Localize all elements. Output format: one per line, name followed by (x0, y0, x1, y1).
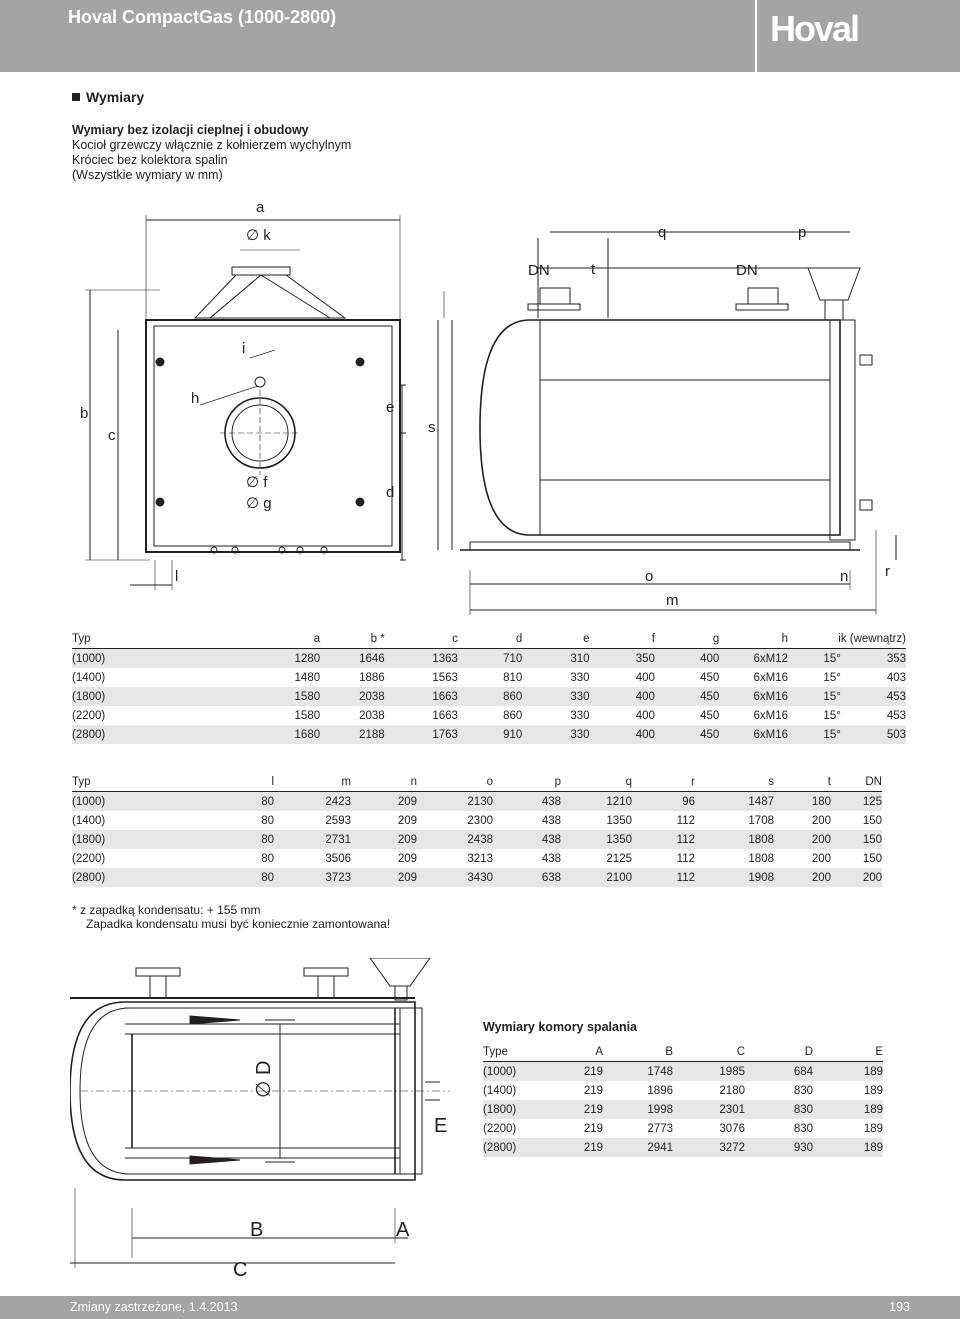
table-cell: 350 (590, 649, 655, 669)
table-cell: 15° (788, 649, 841, 669)
table-row (72, 649, 906, 669)
table-cell: 15° (788, 725, 841, 744)
table-cell: 6xM16 (753, 671, 789, 684)
table-row (483, 1119, 883, 1138)
table-header-cell: E (875, 1046, 883, 1058)
table-cell: (1400) (483, 1084, 517, 1097)
dim-h-label: h (191, 390, 200, 407)
table-cell: 2100 (561, 868, 632, 887)
table-cell: 150 (831, 830, 882, 849)
footnote (72, 903, 390, 931)
dim-D-label: ∅ D (253, 1060, 275, 1098)
table-cell: 1886 (359, 671, 385, 684)
table-cell: 810 (503, 671, 523, 684)
table-cell: 2180 (719, 1084, 745, 1097)
table-cell: 830 (793, 1084, 813, 1097)
table-cell: 1808 (748, 852, 774, 865)
table-cell: 438 (541, 814, 561, 827)
table-row (72, 792, 882, 812)
dim-f-label: ∅ f (246, 474, 268, 491)
dim-q-label: q (658, 224, 667, 241)
table-cell: 1708 (748, 814, 774, 827)
table-header-cell: s (768, 776, 774, 788)
table-cell: 1280 (199, 649, 321, 669)
table-cell: (2800) (72, 725, 199, 744)
table-cell: 2301 (673, 1100, 745, 1119)
dim-m-label: m (666, 592, 679, 609)
dim-c-label: c (108, 427, 116, 444)
table-cell: 80 (261, 852, 274, 865)
table-cell: 1580 (199, 687, 321, 706)
table-cell: 2941 (603, 1138, 673, 1157)
table-cell: (2200) (72, 852, 106, 865)
page-header (0, 0, 960, 72)
table-cell: 3076 (719, 1122, 745, 1135)
table-row (72, 830, 882, 849)
table-header-cell: h (781, 633, 789, 645)
table-cell: 80 (261, 814, 274, 827)
table-header-cell: c (452, 633, 458, 645)
table-header-cell: A (595, 1046, 603, 1058)
table-header-cell: p (554, 776, 561, 788)
table-cell: 125 (831, 792, 882, 812)
table-cell: 330 (570, 709, 590, 722)
header-divider (755, 0, 757, 72)
table-cell: 400 (635, 709, 655, 722)
table-cell: 1350 (561, 830, 632, 849)
table-cell: 330 (570, 671, 590, 684)
dim-g-label: ∅ g (246, 495, 272, 512)
table-cell: 1808 (695, 830, 774, 849)
dim-t-label: t (591, 261, 596, 278)
table-row (72, 849, 882, 868)
table-cell: 438 (493, 830, 561, 849)
dimensions-table-1 (72, 630, 906, 744)
intro-line-1: Wymiary bez izolacji cieplnej i obudowy (72, 123, 309, 137)
table-cell: 353 (841, 649, 906, 669)
section-heading-text: Wymiary (86, 89, 145, 105)
table-header-row (72, 773, 882, 792)
dim-dn-right-label: DN (736, 262, 758, 279)
table-cell: 400 (635, 671, 655, 684)
table-cell: 830 (745, 1100, 813, 1119)
product-title: Hoval CompactGas (1000-2800) (68, 7, 337, 27)
table-row (483, 1062, 883, 1082)
table-cell: 1563 (432, 671, 458, 684)
table-cell: 209 (397, 814, 417, 827)
table-header-row (483, 1043, 883, 1062)
intro-line-4: (Wszystkie wymiary w mm) (72, 168, 223, 182)
table-row (483, 1100, 883, 1119)
table-cell: 503 (841, 725, 906, 744)
table-cell: 219 (549, 1138, 603, 1157)
table-header-cell: m (341, 776, 351, 788)
table-header-cell: l (271, 776, 274, 788)
page-number: 193 (889, 1300, 910, 1314)
dim-n-label: n (840, 568, 849, 585)
table-header-cell: e (583, 633, 590, 645)
table-header-cell: C (736, 1046, 745, 1058)
table-header-cell: b * (370, 633, 385, 645)
table-header-cell: t (827, 776, 831, 788)
table-cell: 930 (745, 1138, 813, 1157)
dim-a-label: a (256, 199, 265, 216)
table-cell: 403 (886, 671, 906, 684)
table-cell: 1350 (606, 814, 632, 827)
table-header-cell: r (691, 776, 695, 788)
boiler-dimension-drawing (60, 190, 920, 620)
dim-d-label: d (386, 484, 395, 501)
table-cell: 2773 (647, 1122, 673, 1135)
table-cell: (2800) (483, 1138, 549, 1157)
combustion-table (483, 1043, 883, 1157)
table-cell: 15° (823, 709, 841, 722)
table-cell: 2125 (606, 852, 632, 865)
table-cell: 3272 (673, 1138, 745, 1157)
table-header-cell: f (651, 633, 655, 645)
dim-A-label: A (396, 1219, 410, 1241)
table-header-cell: Typ (72, 633, 91, 645)
combustion-chamber-drawing (70, 958, 470, 1283)
table-cell: 330 (522, 725, 589, 744)
table-cell: 1763 (385, 725, 458, 744)
table-header-cell: Typ (72, 776, 91, 788)
table-row (483, 1081, 883, 1100)
table-cell: 2130 (417, 792, 493, 812)
table-cell: 1487 (695, 792, 774, 812)
table-cell: 2731 (274, 830, 351, 849)
table-cell: (1800) (72, 687, 199, 706)
dim-b-label: b (80, 405, 89, 422)
table-cell: 209 (351, 792, 417, 812)
table-cell: (1000) (72, 649, 199, 669)
section-heading (72, 89, 144, 105)
table-row (72, 811, 882, 830)
table-cell: 189 (863, 1122, 883, 1135)
table-cell: 209 (351, 868, 417, 887)
table-cell: 1580 (294, 709, 321, 722)
table-header-cell: Type (483, 1046, 508, 1058)
table-cell: 200 (831, 868, 882, 887)
table-header-cell: k (wewnątrz) (840, 633, 906, 645)
dim-l-label: l (175, 568, 179, 585)
table-cell: 450 (700, 671, 720, 684)
table-cell: (1000) (72, 792, 192, 812)
table-cell: 189 (863, 1084, 883, 1097)
table-cell: 910 (458, 725, 522, 744)
table-cell: 830 (793, 1122, 813, 1135)
table-cell: 1480 (294, 671, 321, 684)
table-cell: 219 (549, 1100, 603, 1119)
table-cell: 2038 (359, 709, 385, 722)
table-cell: 3430 (417, 868, 493, 887)
table-cell: 2038 (320, 687, 385, 706)
table-cell: 1998 (603, 1100, 673, 1119)
table-cell: 80 (192, 792, 274, 812)
table-cell: 219 (549, 1062, 603, 1082)
table-header-cell: g (712, 633, 720, 645)
table-cell: 3723 (274, 868, 351, 887)
dimensions-table-2 (72, 773, 882, 887)
square-bullet-icon (72, 93, 80, 101)
table-cell: 860 (458, 687, 522, 706)
table-cell: 200 (811, 852, 831, 865)
table-cell: 189 (813, 1062, 883, 1082)
table-cell: 112 (676, 852, 695, 865)
dim-r-label: r (885, 563, 890, 580)
table-header-cell: DN (865, 776, 882, 788)
table-row (72, 868, 882, 887)
table-cell: 310 (522, 649, 589, 669)
table-cell: 1646 (320, 649, 385, 669)
table-header-row (72, 630, 906, 649)
table-cell: (2200) (483, 1122, 517, 1135)
table-cell: 150 (862, 814, 882, 827)
table-header-cell: i (838, 633, 841, 645)
table-cell: (1800) (72, 830, 192, 849)
dim-E-label: E (434, 1115, 448, 1137)
table-cell: 80 (192, 830, 274, 849)
table-cell: 6xM16 (719, 725, 788, 744)
table-header-cell: q (625, 776, 632, 788)
dim-e-label: e (386, 399, 395, 416)
table-cell: 219 (583, 1122, 603, 1135)
table-cell: 180 (774, 792, 831, 812)
table-cell: 1363 (385, 649, 458, 669)
table-cell: 209 (351, 830, 417, 849)
table-header-cell: d (515, 633, 523, 645)
table-cell: 860 (503, 709, 523, 722)
table-cell: 209 (397, 852, 417, 865)
dim-k-label: ∅ k (246, 227, 271, 244)
table-cell: 450 (655, 725, 719, 744)
table-cell: 96 (632, 792, 695, 812)
table-cell: 2188 (320, 725, 385, 744)
table-cell: 1748 (603, 1062, 673, 1082)
table-cell: (1400) (72, 814, 106, 827)
table-cell: 112 (632, 830, 695, 849)
table-cell: 6xM16 (719, 687, 788, 706)
table-cell: 2300 (467, 814, 493, 827)
dim-p-label: p (798, 224, 807, 241)
table-cell: 710 (458, 649, 522, 669)
intro-text (72, 123, 351, 183)
table-cell: 2423 (274, 792, 351, 812)
table-cell: (2800) (72, 868, 192, 887)
table-cell: (1400) (72, 671, 106, 684)
table-cell: 2438 (417, 830, 493, 849)
table-header-cell: a (313, 633, 321, 645)
table-cell: 1663 (432, 709, 458, 722)
table-cell: 1210 (561, 792, 632, 812)
table-header-cell: o (486, 776, 493, 788)
table-cell: 638 (493, 868, 561, 887)
table-cell: 15° (823, 671, 841, 684)
table-cell: 684 (745, 1062, 813, 1082)
table-cell: 1663 (385, 687, 458, 706)
table-cell: (2200) (72, 709, 106, 722)
table-cell: 80 (192, 868, 274, 887)
table-cell: 6xM12 (719, 649, 788, 669)
table-row (72, 725, 906, 744)
page-footer (0, 1296, 960, 1319)
table-cell: 450 (655, 687, 719, 706)
table-cell: 1680 (199, 725, 321, 744)
brand-logo: Hoval (770, 8, 859, 49)
table-cell: 200 (774, 830, 831, 849)
dim-B-label: B (250, 1219, 264, 1241)
table-cell: 400 (655, 649, 719, 669)
intro-line-3: Króciec bez kolektora spalin (72, 153, 228, 167)
dim-s-label: s (428, 419, 436, 436)
table-cell: 1985 (673, 1062, 745, 1082)
table-cell: 15° (788, 687, 841, 706)
table-cell: 453 (886, 709, 906, 722)
dim-C-label: C (233, 1259, 248, 1281)
footer-notice: Zmiany zastrzeżone, 1.4.2013 (70, 1300, 238, 1314)
table-cell: 189 (813, 1100, 883, 1119)
table-cell: 450 (700, 709, 720, 722)
dim-i-label: i (242, 340, 246, 357)
table-cell: 150 (862, 852, 882, 865)
table-cell: 3213 (467, 852, 493, 865)
table-cell: 1896 (647, 1084, 673, 1097)
table-cell: (1000) (483, 1062, 549, 1082)
combustion-title: Wymiary komory spalania (483, 1020, 638, 1034)
table-cell: 453 (841, 687, 906, 706)
dim-dn-left-label: DN (528, 262, 550, 279)
table-cell: 400 (590, 725, 655, 744)
table-header-cell: B (665, 1046, 673, 1058)
table-row (72, 668, 906, 687)
table-cell: 400 (590, 687, 655, 706)
intro-line-2: Kocioł grzewczy włącznie z kołnierzem wychylnym (72, 138, 352, 152)
table-header-cell: D (804, 1046, 813, 1058)
table-row (483, 1138, 883, 1157)
table-row (72, 706, 906, 725)
table-cell: 112 (632, 868, 695, 887)
table-cell: 112 (676, 814, 695, 827)
table-row (72, 687, 906, 706)
table-cell: (1800) (483, 1100, 549, 1119)
table-cell: 1908 (695, 868, 774, 887)
table-cell: 2593 (325, 814, 351, 827)
footnote-line-1: * z zapadką kondensatu: + 155 mm (72, 903, 261, 917)
table-cell: 219 (583, 1084, 603, 1097)
footnote-line-2: Zapadka kondensatu musi być koniecznie zamontowana! (86, 917, 391, 931)
table-header-cell: n (410, 776, 417, 788)
table-cell: 3506 (325, 852, 351, 865)
table-cell: 189 (813, 1138, 883, 1157)
table-cell: 438 (541, 852, 561, 865)
table-cell: 6xM16 (753, 709, 789, 722)
table-cell: 200 (774, 868, 831, 887)
table-cell: 200 (811, 814, 831, 827)
table-cell: 330 (522, 687, 589, 706)
table-cell: 438 (493, 792, 561, 812)
dim-o-label: o (645, 568, 654, 585)
